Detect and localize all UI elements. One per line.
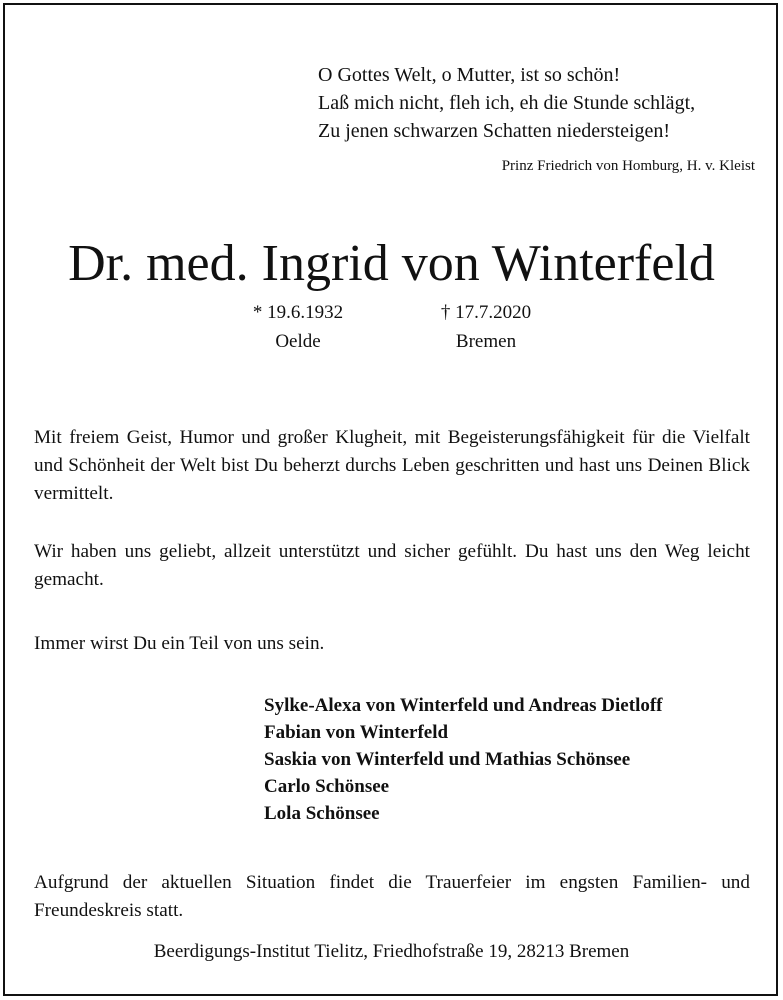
funeral-home-address: Beerdigungs-Institut Tielitz, Friedhofstraße 19, 28213 Bremen (153, 941, 630, 962)
death-place: Bremen (455, 331, 517, 352)
deceased-name: Dr. med. Ingrid von Winterfeld (68, 235, 715, 292)
poem-line-3: Zu jenen schwarzen Schatten niedersteigen! (318, 120, 671, 142)
paragraph-tribute: Mit freiem Geist, Humor und großer Klugheit, mit Begeisterungsfähigkeit für die Vielfalt und Schönheit der Welt bist Du beherzt durchs Leben geschritten und hast uns Deinen Blick vermittelt. (34, 427, 750, 504)
poem-line-2: Laß mich nicht, fleh ich, eh die Stunde schlägt, (318, 92, 696, 114)
poem-attribution: Prinz Friedrich von Homburg, H. v. Kleist (501, 158, 755, 174)
paragraph-love: Wir haben uns geliebt, allzeit unterstützt und sicher gefühlt. Du hast uns den Weg leicht gemacht. (34, 541, 750, 590)
death-date: † 17.7.2020 (440, 302, 532, 323)
paragraph-always: Immer wirst Du ein Teil von uns sein. (34, 633, 325, 654)
birth-place: Oelde (275, 331, 321, 352)
signer-1: Sylke-Alexa von Winterfeld und Andreas Dietloff (264, 695, 663, 716)
poem-line-1: O Gottes Welt, o Mutter, ist so schön! (318, 64, 621, 86)
funeral-notice: Aufgrund der aktuellen Situation findet die Trauerfeier im engsten Familien- und Freundeskreis statt. (34, 872, 750, 921)
signer-3: Saskia von Winterfeld und Mathias Schönsee (264, 749, 631, 770)
signer-4: Carlo Schönsee (264, 776, 390, 797)
signer-2: Fabian von Winterfeld (264, 722, 449, 743)
birth-date: * 19.6.1932 (252, 302, 344, 323)
signer-5: Lola Schönsee (264, 803, 380, 824)
